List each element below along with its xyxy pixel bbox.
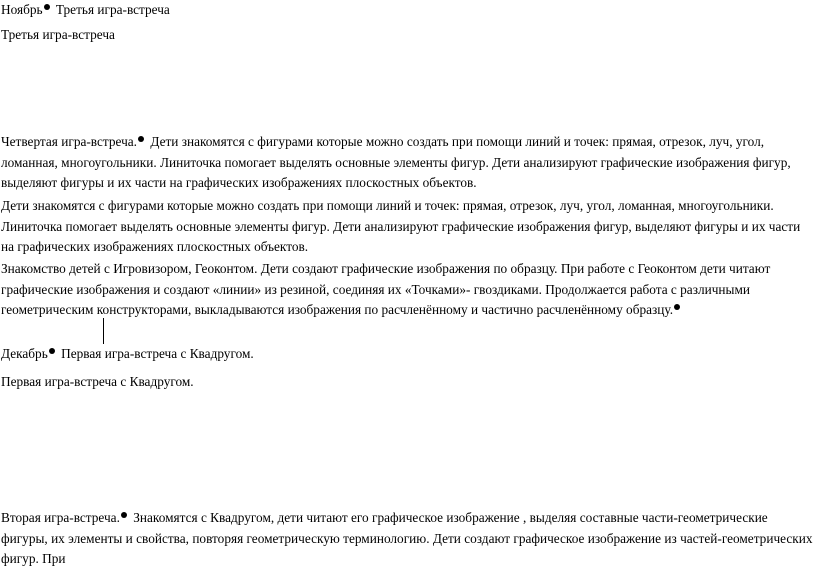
vertical-divider xyxy=(103,318,104,344)
fourth-meeting-repeat-paragraph: Дети знакомятся с фигурами которые можно создать при помощи линий и точек: прямая, отрезок, луч, угол, ломанная, многоугольники. Линиточка помогает выделять основные элементы фигур. Дети анализируют графические изображения фигур, выделяют фигуры и их части на графических изображениях плоскостных объектов. xyxy=(1,198,801,254)
bullet-icon xyxy=(674,304,680,310)
second-meeting-title: Вторая игра-встреча. xyxy=(1,510,120,525)
geocont-text: Знакомство детей с Игровизором, Геоконтом. Дети создают графические изображения по образцу. При работе с Геоконтом дети читают графические изображения и создают «линии» из резиной, соединяя их «Точками»- гвоздиками. Продолжается работа с различными геометрическим конструкторами, выкладываются изображения по расчленённому и частично расчленённому образцу. xyxy=(1,261,771,317)
november-meeting-heading: Третья игра-встреча xyxy=(1,27,115,42)
fourth-meeting-paragraph xyxy=(1,132,813,194)
bullet-icon xyxy=(49,348,55,354)
bullet-icon xyxy=(138,136,144,142)
november-month: Ноябрь xyxy=(1,2,43,17)
december-month: Декабрь xyxy=(1,346,48,361)
december-meeting-heading: Первая игра-встреча с Квадругом. xyxy=(1,374,194,389)
bullet-icon xyxy=(44,4,50,10)
november-meeting-title: Третья игра-встреча xyxy=(55,2,170,17)
december-meeting-title: Первая игра-встреча с Квадругом. xyxy=(61,346,254,361)
fourth-meeting-text: Дети знакомятся с фигурами которые можно создать при помощи линий и точек: прямая, отрезок, луч, угол, ломанная, многоугольники. Линиточка помогает выделять основные элементы фигур. Дети анализируют графические изображения фигур, выделяют фигуры и их части на графических изображениях плоскостных объектов. xyxy=(1,134,791,190)
december-line xyxy=(1,344,813,365)
fourth-meeting-title: Четвертая игра-встреча. xyxy=(1,134,138,149)
november-line xyxy=(1,0,813,21)
second-meeting-paragraph xyxy=(1,508,813,570)
second-meeting-text: Знакомятся с Квадругом, дети читают его графическое изображение , выделяя составные части-геометрические фигуры, их элементы и свойства, повторяя геометрическую терминологию. Дети создают графическое изображение из частей-геометрических фигур. При xyxy=(1,510,813,566)
geocont-paragraph xyxy=(1,259,813,321)
bullet-icon xyxy=(121,512,127,518)
